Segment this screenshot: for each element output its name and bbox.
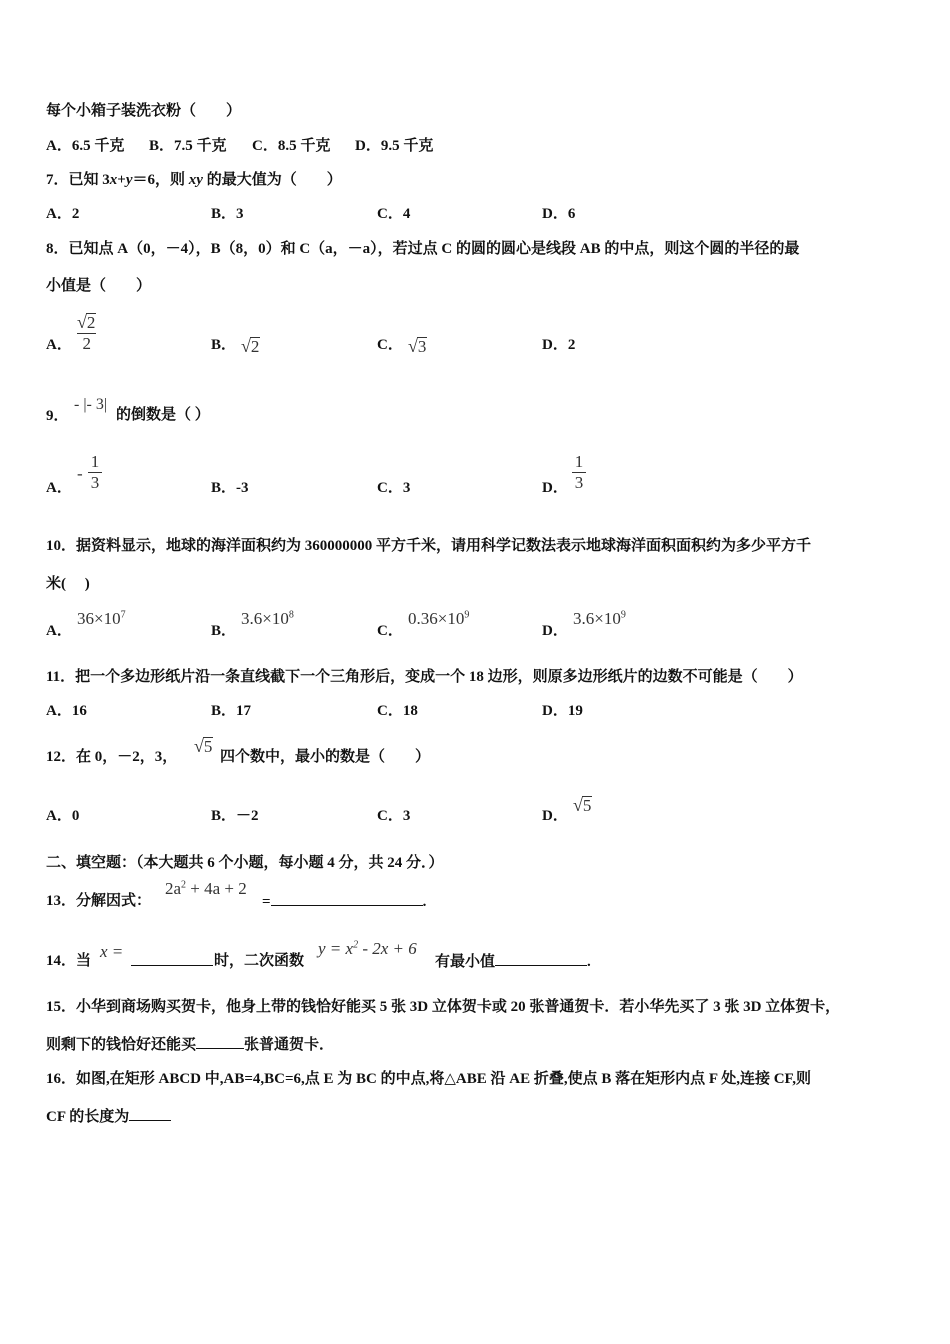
q16-answer-blank[interactable]	[129, 1106, 171, 1121]
q7-option-b: B．3	[211, 206, 244, 222]
q9-option-a-fraction: 1 3	[88, 452, 102, 493]
q13-answer-blank[interactable]	[271, 891, 423, 906]
q8-option-a-label: A．	[46, 337, 72, 353]
q6-option-d: D．9.5 千克	[355, 138, 434, 154]
q10-option-b-label: B．	[211, 623, 237, 639]
q8-option-a-fraction: √ 2 2	[77, 312, 96, 353]
q12-stem-tail: 四个数中，最小的数是（ ）	[220, 749, 431, 765]
q9-option-b: B．-3	[211, 480, 249, 496]
q8-stem-line2: 小值是（ ）	[46, 278, 152, 294]
q10-option-c-value: $0.36\times 10^9$	[408, 609, 470, 628]
q6-option-b: B．7.5 千克	[149, 138, 227, 154]
q15-stem-line2: 则剩下的钱恰好还能买 张普通贺卡．	[46, 1034, 334, 1055]
q14-min-blank[interactable]	[495, 951, 587, 966]
q9-option-a-label: A．	[46, 480, 72, 496]
q14-stem-mid: 时，二次函数	[214, 953, 305, 969]
q12-option-b: B．－2	[211, 808, 259, 824]
q11-option-c: C．18	[377, 703, 418, 719]
q13-answer-line: = .	[262, 891, 426, 912]
q10-option-c-label: C．	[377, 623, 403, 639]
q16-stem-line2: CF 的长度为	[46, 1106, 171, 1127]
q14-function: $y = x^2 - 2x + 6$	[318, 939, 417, 958]
q15-stem-line1: 15．小华到商场购买贺卡，他身上带的钱恰好能买 5 张 3D 立体贺卡或 20 张普通贺卡．若小华先买了 3 张 3D 立体贺卡，	[46, 999, 841, 1015]
q6-stem: 每个小箱子装洗衣粉（ ）	[46, 103, 242, 119]
section-2-heading: 二、填空题：（本大题共 6 个小题，每小题 4 分，共 24 分．）	[46, 855, 444, 871]
q7-option-d: D．6	[542, 206, 576, 222]
q6-option-c: C．8.5 千克	[252, 138, 331, 154]
q6-option-a: A．6.5 千克	[46, 138, 125, 154]
q8-option-b-label: B．	[211, 337, 237, 353]
q11-option-a: A．16	[46, 703, 87, 719]
q9-option-c: C．3	[377, 480, 411, 496]
q10-stem-line2: 米( )	[46, 576, 90, 592]
q7-option-c: C．4	[377, 206, 411, 222]
q12-stem-start: 12．在 0，－2，3，	[46, 749, 178, 765]
q13-expression: $2a^2 + 4a + 2$	[165, 879, 247, 898]
q9-expression: - |- 3|	[74, 396, 108, 413]
q14-x-equals: x =	[100, 942, 124, 961]
q7-option-a: A．2	[46, 206, 80, 222]
q14-stem-start: 14．当	[46, 953, 92, 969]
q8-option-b-sqrt: √ 2	[241, 336, 260, 356]
q8-option-c-sqrt: √ 3	[408, 336, 427, 356]
q12-stem-sqrt: √ 5	[194, 736, 213, 756]
q10-option-a-label: A．	[46, 623, 72, 639]
q12-option-c: C．3	[377, 808, 411, 824]
q12-option-d-sqrt: √ 5	[573, 795, 592, 815]
q15-answer-blank[interactable]	[196, 1034, 244, 1049]
q10-option-d-label: D．	[542, 623, 568, 639]
q12-option-d-label: D．	[542, 808, 568, 824]
q10-option-b-value: $3.6\times 10^8$	[241, 609, 294, 628]
q8-option-d: D．2	[542, 337, 576, 353]
q11-stem: 11．把一个多边形纸片沿一条直线截下一个三角形后，变成一个 18 边形，则原多边形纸片的边数不可能是（ ）	[46, 669, 803, 685]
q11-option-b: B．17	[211, 703, 252, 719]
q14-x-blank[interactable]	[131, 951, 213, 966]
q12-option-a: A．0	[46, 808, 80, 824]
q9-option-d-label: D．	[542, 480, 568, 496]
q16-stem-line1: 16．如图,在矩形 ABCD 中,AB=4,BC=6,点 E 为 BC 的中点,将△ABE 沿 AE 折叠,使点 B 落在矩形内点 F 处,连接 CF,则	[46, 1071, 812, 1087]
q9-stem-tail: 的倒数是（ ）	[116, 407, 210, 423]
q10-option-a-value: $36\times 10^7$	[77, 609, 126, 628]
q9-number: 9．	[46, 408, 69, 424]
q7-stem: 7．已知 3x+y＝6，则 xy 的最大值为（ ）	[46, 172, 342, 188]
q9-option-a-sign: -	[77, 464, 83, 483]
q9-option-d-fraction: 1 3	[572, 452, 586, 493]
q10-option-d-value: $3.6\times 10^9$	[573, 609, 626, 628]
q11-option-d: D．19	[542, 703, 583, 719]
q8-stem-line1: 8．已知点 A（0，－4），B（8，0）和 C（a，－a），若过点 C 的圆的圆心是线段 AB 的中点，则这个圆的半径的最	[46, 241, 800, 257]
q10-stem-line1: 10．据资料显示，地球的海洋面积约为 360000000 平方千米，请用科学记数法表示地球海洋面积面积约为多少平方千	[46, 538, 812, 554]
q14-stem-tail: 有最小值 .	[435, 951, 591, 972]
q13-stem: 13．分解因式：	[46, 893, 152, 909]
q8-option-c-label: C．	[377, 337, 403, 353]
